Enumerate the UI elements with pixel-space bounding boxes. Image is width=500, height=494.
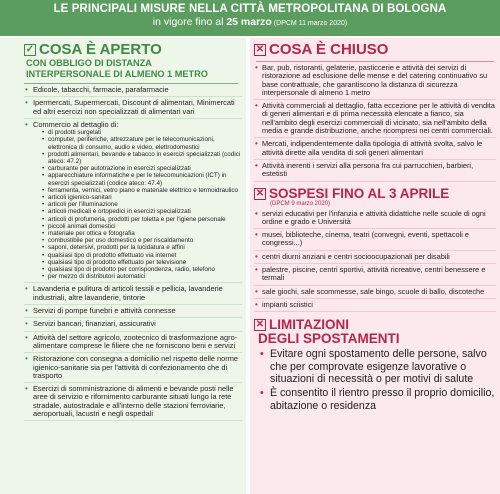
limitations-title-text: LIMITAZIONI [269, 317, 349, 333]
list-item: • Ristorazione con consegna a domicilio nel rispetto delle norme igienico-sanitarie sia per l'attività di confezionamento che di trasporto [24, 353, 242, 383]
sub-list-item: • materiale per ottica e fotografia [42, 230, 242, 237]
sub-list-item: • combustibile per uso domestico e per riscaldamento [42, 237, 242, 244]
header-subtitle [0, 15, 500, 28]
sub-list-item: • piccoli animali domestici [42, 223, 242, 230]
closed-list [250, 62, 500, 182]
open-list [0, 84, 246, 421]
suspended-subtitle: (DPCM 9 marzo 2020) [270, 200, 331, 207]
sub-list-item: • computer, periferiche, attrezzature per le telecomunicazioni, elettronica di consumo, audio e video, elettrodomestici [42, 136, 242, 150]
sub-list-item: • articoli di profumeria, prodotti per toletta e per l'igiene personale [42, 216, 242, 223]
sub-list-item: • ferramenta, vernici, vetro piano e materiale elettrico e termoidraulico [42, 187, 242, 194]
x-box-icon: ✕ [255, 43, 265, 55]
header-title: LE PRINCIPALI MISURE NELLA CITTÀ METROPOLITANA DI BOLOGNA [53, 3, 447, 15]
sub-list-item: • per mezzo di distributori automatici [42, 273, 242, 280]
closed-title [250, 42, 500, 57]
check-box-icon: ✓ [25, 43, 35, 55]
sub-list-item: • qualsiasi tipo di prodotto effettuato via internet [42, 252, 242, 259]
list-item: • Attività inerenti i servizi alla persona fra cui parrucchieri, barbieri, estetisti [254, 160, 496, 182]
list-item: • È consentito il rientro presso il proprio domicilio, abitazione o residenza [258, 387, 496, 412]
limitations-list [250, 346, 500, 412]
list-item: • servizi educativi per l'infanzia e attività didattiche nelle scuole di ogni ordine e grado e Università [254, 208, 496, 230]
list-item: • Attività commerciali al dettaglio, fatta eccezione per le attività di vendita di generi alimentari e di prima necessità elencate a fianco, sia nell'ambito degli esercizi commerciali di vicinato, sia nell'ambito della media e grande distribuzione, anche ricompresi nei centri commerciali. [254, 100, 496, 138]
suspended-title-text: SOSPESI FINO AL 3 APRILE [269, 185, 450, 201]
list-item: • sale giochi, sale scommesse, sale bingo, scuole di ballo, discoteche [254, 286, 496, 299]
open-title-text: COSA È APERTO [39, 41, 162, 58]
list-item: • Evitare ogni spostamento delle persone, salvo che per comprovate esigenze lavorative o situazioni di necessità o per motivi di salute [258, 348, 496, 386]
limitations-title [250, 318, 500, 346]
list-item: • Mercati, indipendentemente dalla tipologia di attività svolta, salvo le attività dirette alla vendita di soli generi alimentari [254, 138, 496, 160]
list-item: • Ipermercati, Supermercati, Discount di alimentari, Minimercati ed altri esercizi non specializzati di alimentari vari [24, 97, 242, 119]
suspended-list [250, 208, 500, 313]
sub-list-item: • prodotti alimentari, bevande e tabacco in esercizi specializzati (codici ateco: 47.2) [42, 151, 242, 165]
list-item: • Servizi bancari, finanziari, assicurativi [24, 318, 242, 331]
dettaglio-list [33, 129, 242, 280]
list-item: • palestre, piscine, centri sportivi, attività ricreative, centri benessere e termali [254, 264, 496, 286]
open-subtitle-1: CON OBBLIGO DI DISTANZA [26, 58, 152, 68]
x-box-icon: ✕ [255, 319, 265, 331]
sub-list-item: • qualsiasi tipo di prodotto effettuato per televisione [42, 259, 242, 266]
open-title [0, 42, 246, 57]
list-item: • musei, biblioteche, cinema, teatri (convegni, eventi, spettacoli e congressi...) [254, 229, 496, 251]
x-box-icon: ✕ [255, 187, 265, 199]
limitations-title-line-2: DEGLI SPOSTAMENTI [258, 331, 400, 347]
list-item: • Bar, pub, ristoranti, gelaterie, pasticcerie e attività dei servizi di ristorazione ad esclusione delle mense e del catering continuativo su base contrattuale, che garantiscono la distanza di sicurezza interpersonale di almeno 1 metro [254, 62, 496, 100]
sub-list-item: • apparecchiature informatiche e per le telecomunicazioni (ICT) in esercizi specializzati (codice ateco: 47.4) [42, 172, 242, 186]
closed-title-text: COSA È CHIUSO [269, 41, 389, 58]
page-header [0, 0, 500, 36]
suspended-title [250, 187, 500, 201]
limitations-title-line-1 [254, 318, 500, 332]
sub-list-item: • carburante per autotrazione in esercizi specializzati [42, 165, 242, 172]
sub-list-item: • qualsiasi tipo di prodotto per corrispondenza, radio, telefono [42, 266, 242, 273]
open-column [0, 38, 246, 494]
dettaglio-heading: Commercio al dettaglio di: [33, 119, 119, 129]
sub-list-item: • di prodotti surgelati [42, 129, 242, 136]
header-validity: in vigore fino al [152, 16, 227, 28]
list-item-dettaglio [24, 119, 242, 284]
list-item: • impianti sciistici [254, 299, 496, 312]
list-item: • centri diurni anziani e centri socioocupazionali per disabili [254, 251, 496, 264]
list-item: • Edicole, tabacchi, farmacie, parafarmacie [24, 84, 242, 97]
list-item: • Attività del settore agricolo, zootecnico di trasformazione agro-alimentare comprese le filiere che ne forniscono beni e servizi [24, 332, 242, 354]
sub-list-item: • articoli medicali e ortopedici in esercizi specializzati [42, 208, 242, 215]
sub-list-item: • saponi, detersivi, prodotti per la lucidatura e affini [42, 244, 242, 251]
list-item: • Lavanderia e pulitura di articoli tessili e pellicia, lavanderie industriali, altre lavanderie, tintorie [24, 283, 242, 305]
list-item: • Servizi di pompe funebri e attività connesse [24, 305, 242, 318]
list-item: • Esercizi di somministrazione di alimenti e bevande posti nelle aree di servizio e rifornimento carburante situati lungo la rete stradale, autostradale e all'interno delle stazioni ferroviarie, aeroportuali, lacustri e negli ospedali [24, 383, 242, 421]
sub-list-item: • articoli per l'illuminazione [42, 201, 242, 208]
sub-list-item: • articoli igienico-sanitari [42, 194, 242, 201]
header-date: 25 marzo [226, 16, 272, 28]
header-decree: (DPCM 11 marzo 2020) [271, 20, 348, 27]
closed-column [250, 38, 500, 494]
open-subtitle-2: INTERPERSONALE DI ALMENO 1 METRO [26, 69, 208, 79]
